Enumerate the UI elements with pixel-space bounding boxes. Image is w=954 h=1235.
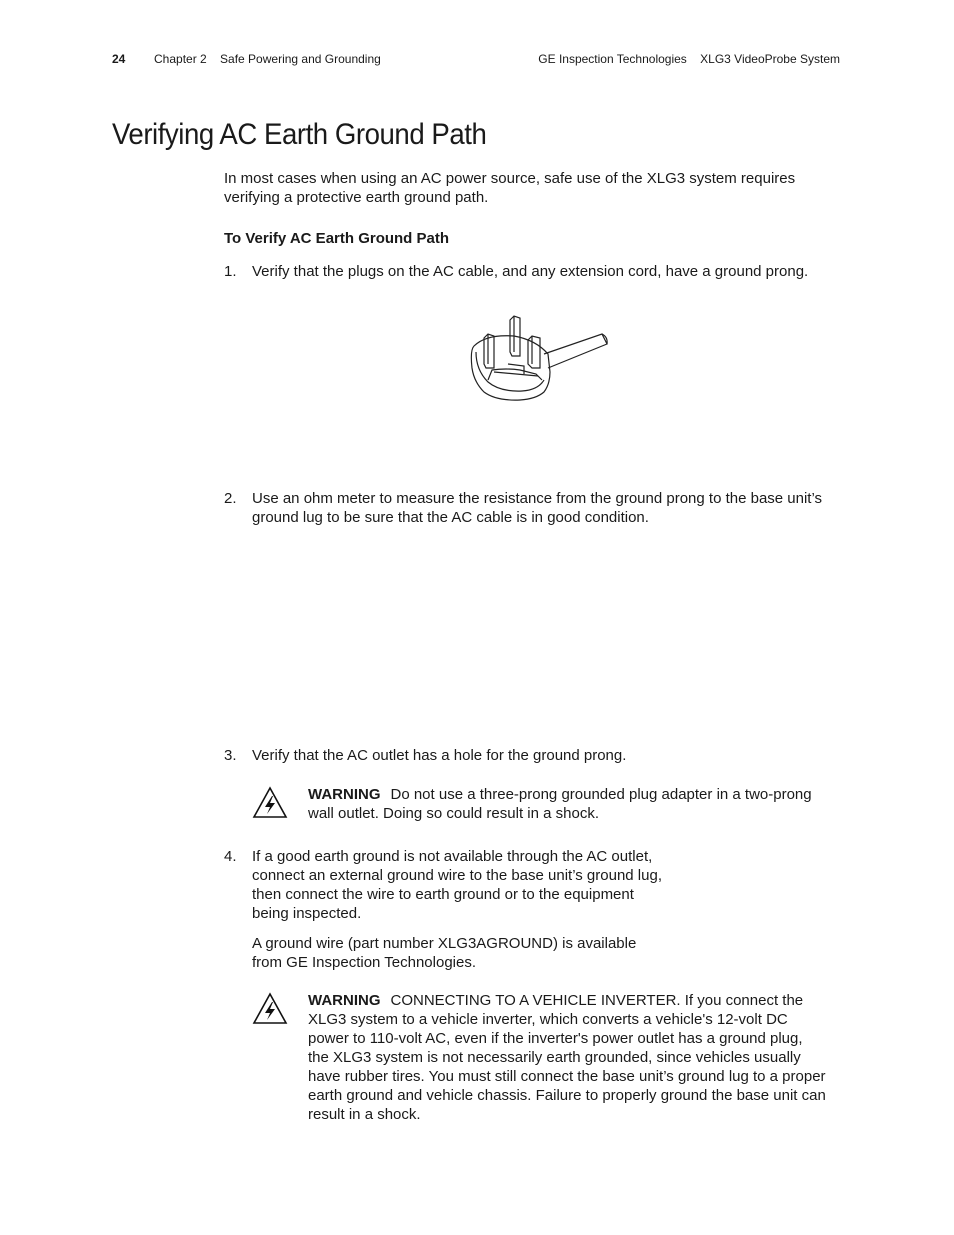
page-number: 24: [112, 52, 126, 66]
ground-wire-note: A ground wire (part number XLG3AGROUND) is available from GE Inspection Technologies.: [252, 935, 637, 971]
page-title: Verifying AC Earth Ground Path: [112, 118, 487, 151]
intro-paragraph: In most cases when using an AC power source, safe use of the XLG3 system requires verifying a protective earth ground path.: [224, 170, 796, 206]
ac-plug-illustration: [466, 312, 611, 404]
publisher-header: GE Inspection Technologies XLG3 VideoProbe System: [538, 52, 840, 66]
chapter-header: Chapter 2 Safe Powering and Grounding: [154, 52, 381, 66]
electrical-hazard-warning-icon: [252, 786, 288, 819]
warning-vehicle-inverter: WARNING CONNECTING TO A VEHICLE INVERTER. If you connect the XLG3 system to a vehicle inverter, which converts a vehicle's 12-volt DC power to 110-volt AC, even if the inverter's power outlet has a ground plug, the XLG3 system is not necessarily earth grounded, since vehicles usually have rubber tires. You must still connect the base unit’s ground lug to a proper earth ground and vehicle chassis. Failure to properly ground the base unit can result in a shock.: [308, 992, 826, 1123]
procedure-title: To Verify AC Earth Ground Path: [224, 230, 450, 247]
electrical-hazard-warning-icon: [252, 992, 288, 1025]
warning-adapter: WARNING Do not use a three-prong grounded plug adapter in a two-prong wall outlet. Doing so could result in a shock.: [308, 786, 812, 822]
